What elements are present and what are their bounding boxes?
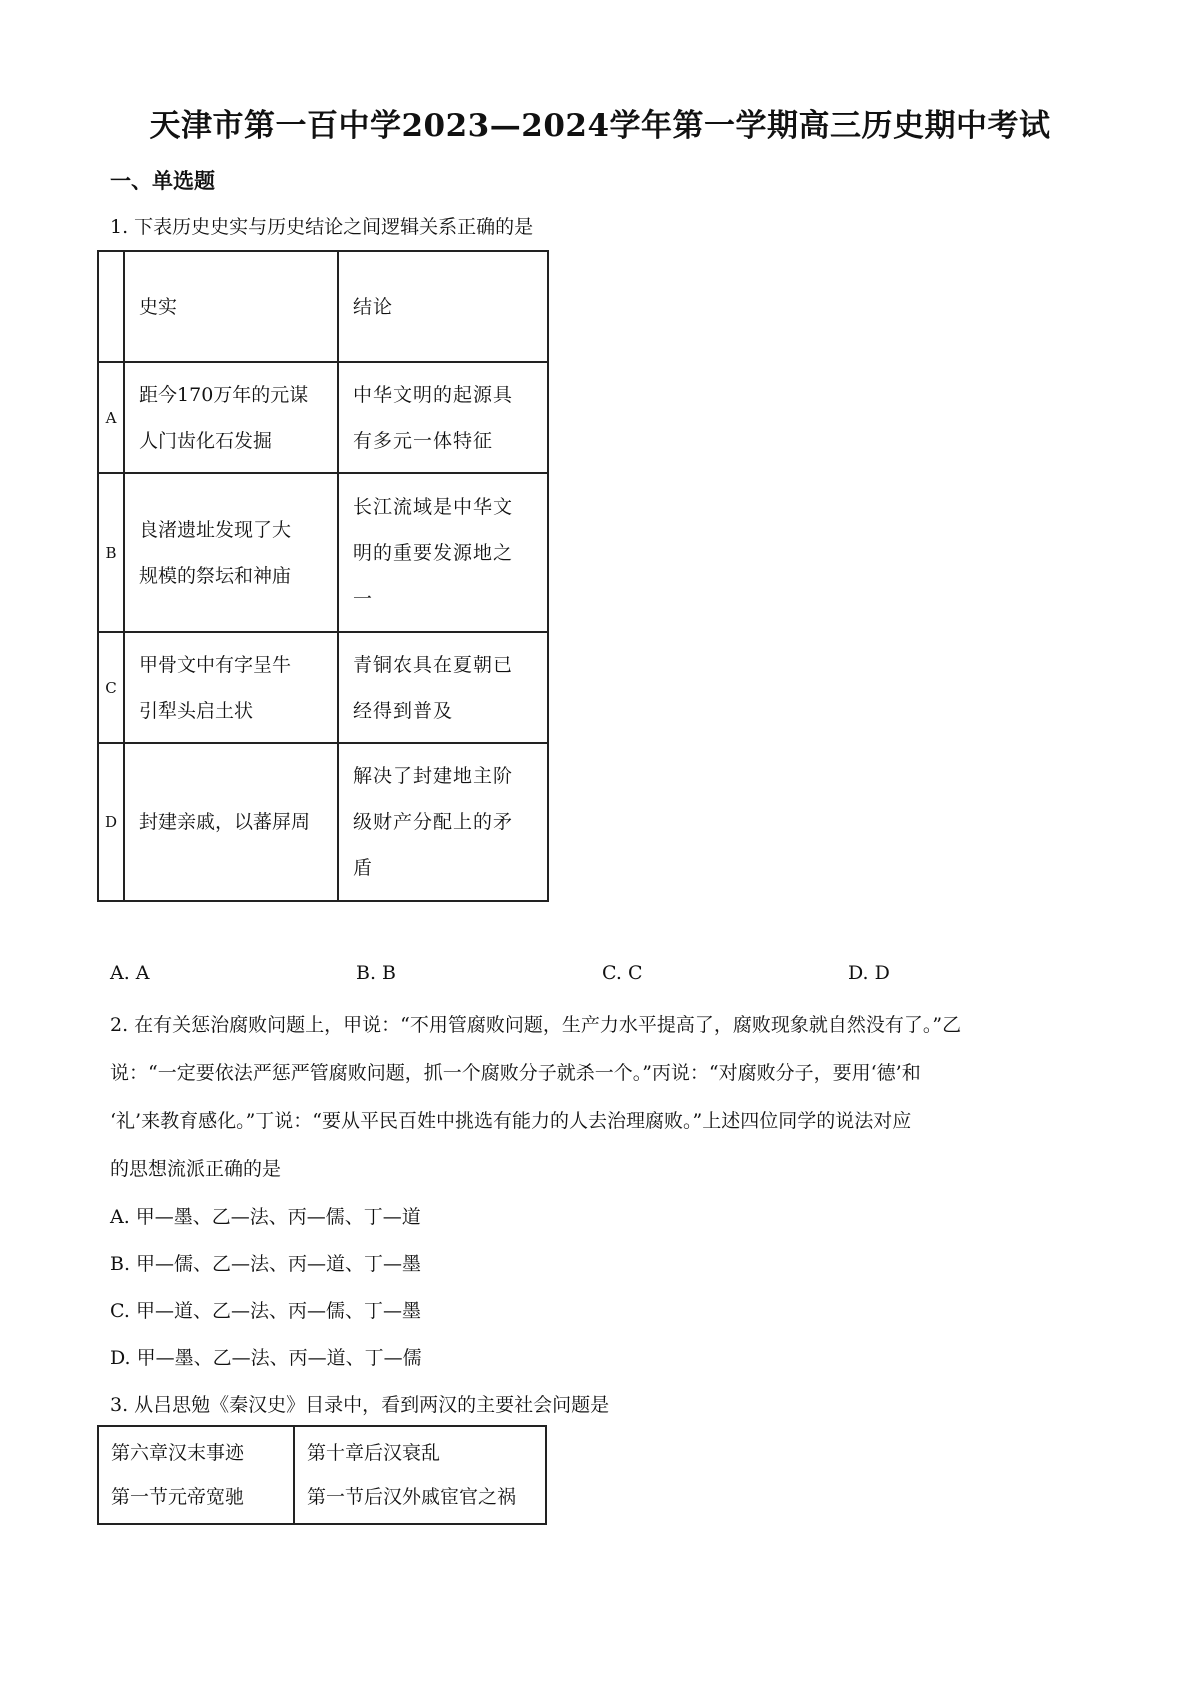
text-line: 盾 bbox=[353, 857, 374, 879]
text-line: 第一节元帝宽驰 bbox=[111, 1486, 245, 1508]
text-line: 规模的祭坛和神庙 bbox=[139, 564, 292, 587]
q1-option-a: A. A bbox=[110, 962, 150, 984]
q1-row-conclusion bbox=[338, 743, 548, 901]
text-line: 长江流域是中华文 bbox=[353, 495, 514, 518]
q2-stem-line: 的思想流派正确的是 bbox=[110, 1158, 282, 1180]
q2-option-a: A. 甲—墨、乙—法、丙—儒、丁—道 bbox=[110, 1206, 421, 1228]
q3-table-cell bbox=[98, 1426, 294, 1524]
text-line: 第一节后汉外戚宦官之祸 bbox=[307, 1486, 517, 1508]
text-line: 甲骨文中有字呈牛 bbox=[139, 653, 292, 676]
q3-stem: 3. 从吕思勉《秦汉史》目录中，看到两汉的主要社会问题是 bbox=[110, 1394, 610, 1416]
q3-table-cell bbox=[294, 1426, 546, 1524]
text-line: 良渚遗址发现了大 bbox=[139, 518, 292, 541]
q1-header-fact: 史实 bbox=[124, 251, 338, 362]
text-line: 中华文明的起源具 bbox=[353, 383, 514, 406]
q2-option-b: B. 甲—儒、乙—法、丙—道、丁—墨 bbox=[110, 1253, 422, 1275]
q1-row-key: C bbox=[98, 632, 124, 743]
q2-stem-line: ‘礼’来教育感化。”丁说：“要从平民百姓中挑选有能力的人去治理腐败。”上述四位同学的说法对应 bbox=[110, 1110, 912, 1132]
text-line: 第六章汉末事迹 bbox=[111, 1442, 245, 1464]
text-line: 一 bbox=[353, 587, 374, 610]
q2-option-d: D. 甲—墨、乙—法、丙—道、丁—儒 bbox=[110, 1347, 422, 1369]
text-line: 距今170万年的元谋 bbox=[139, 383, 309, 406]
section-heading: 一、单选题 bbox=[110, 168, 215, 193]
q2-option-c: C. 甲—道、乙—法、丙—儒、丁—墨 bbox=[110, 1300, 421, 1322]
q1-row-d bbox=[98, 743, 548, 901]
q1-row-key: A bbox=[98, 362, 124, 473]
q1-header-key bbox=[98, 251, 124, 362]
q1-row-key: B bbox=[98, 473, 124, 632]
text-line: 经得到普及 bbox=[353, 699, 454, 722]
q3-table bbox=[97, 1425, 547, 1525]
q1-header-conclusion: 结论 bbox=[338, 251, 548, 362]
text-line: 第十章后汉衰乱 bbox=[307, 1442, 441, 1464]
q2-stem-line: 2. 在有关惩治腐败问题上，甲说：“不用管腐败问题，生产力水平提高了，腐败现象就自然没有了。”乙 bbox=[110, 1014, 962, 1036]
q1-row-key: D bbox=[98, 743, 124, 901]
q1-option-c: C. C bbox=[602, 962, 643, 984]
q1-row-a bbox=[98, 362, 548, 473]
q1-row-conclusion bbox=[338, 632, 548, 743]
q1-option-d: D. D bbox=[848, 962, 890, 984]
q1-table bbox=[97, 250, 549, 902]
text-line: 有多元一体特征 bbox=[353, 429, 494, 452]
q1-row-conclusion bbox=[338, 473, 548, 632]
text-line: 解决了封建地主阶 bbox=[353, 765, 514, 787]
q2-stem-line: 说：“一定要依法严惩严管腐败问题，抓一个腐败分子就杀一个。”丙说：“对腐败分子，要用‘德’和 bbox=[110, 1062, 921, 1084]
text-line: 封建亲戚，以蕃屏周 bbox=[139, 811, 311, 833]
text-line: 引犁头启土状 bbox=[139, 699, 254, 722]
q1-option-b: B. B bbox=[356, 962, 397, 984]
q1-row-b bbox=[98, 473, 548, 632]
q3-table-row bbox=[98, 1426, 546, 1524]
text-line: 级财产分配上的矛 bbox=[353, 811, 514, 833]
q1-row-conclusion bbox=[338, 362, 548, 473]
q1-row-fact bbox=[124, 743, 338, 901]
q1-header-row bbox=[98, 251, 548, 362]
q1-row-c bbox=[98, 632, 548, 743]
text-line: 青铜农具在夏朝已 bbox=[353, 653, 514, 676]
text-line: 人门齿化石发掘 bbox=[139, 429, 273, 452]
text-line: 明的重要发源地之 bbox=[353, 541, 514, 564]
page-title: 天津市第一百中学2023—2024学年第一学期高三历史期中考试 bbox=[149, 108, 1051, 144]
q1-row-fact bbox=[124, 632, 338, 743]
q1-row-fact bbox=[124, 362, 338, 473]
q1-row-fact bbox=[124, 473, 338, 632]
q1-stem: 1. 下表历史史实与历史结论之间逻辑关系正确的是 bbox=[110, 216, 534, 238]
